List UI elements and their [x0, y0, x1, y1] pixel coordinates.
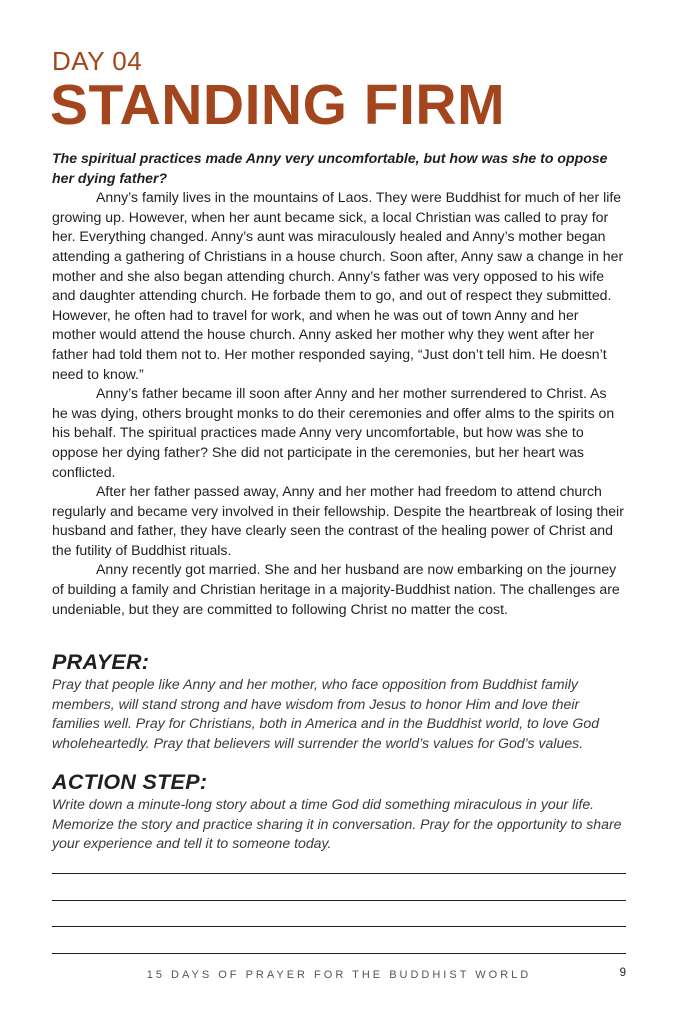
page-number: 9 [619, 967, 626, 979]
writing-line [52, 953, 626, 954]
story-paragraph-3: After her father passed away, Anny and her mother had freedom to attend church regularly and became very involved in their fellowship. Despite the heartbreak of losing their husband and father, they have clearly seen the contrast of the healing power of Christ and the futility of Buddhist rituals. [52, 483, 624, 558]
story-paragraph-2: Anny’s father became ill soon after Anny and her mother surrendered to Christ. As he was dying, others brought monks to do their ceremonies and offer alms to the spirits on his behalf. The spiritual practices made Anny very uncomfortable, but how was she to oppose her dying father? She did not participate in the ceremonies, but her heart was conflicted. [52, 385, 615, 480]
prayer-text: Pray that people like Anny and her mother, who face opposition from Buddhist family members, will stand strong and have wisdom from Jesus to honor Him and love their families well. Pray for Christians, both in America and in the Buddhist world, to love God wholeheartedly. Pray that believers will surrender the world’s values for God’s values. [52, 676, 600, 751]
running-footer: 15 DAYS OF PRAYER FOR THE BUDDHIST WORLD [146, 969, 532, 981]
writing-lines [52, 873, 626, 979]
day-label: DAY 04 [52, 46, 143, 76]
writing-line [52, 873, 626, 874]
prayer-section [52, 650, 626, 753]
story-body [52, 149, 626, 619]
prayer-heading: PRAYER: [52, 650, 150, 674]
action-step-heading: ACTION STEP: [52, 770, 208, 794]
writing-line [52, 926, 626, 927]
page-title: STANDING FIRM [50, 73, 506, 137]
action-step-section [52, 770, 626, 854]
lead-quote: The spiritual practices made Anny very uncomfortable, but how was she to oppose her dying father? [52, 150, 608, 186]
story-paragraph-4: Anny recently got married. She and her husband are now embarking on the journey of building a family and Christian heritage in a majority-Buddhist nation. The challenges are undeniable, but they are committed to following Christ no matter the cost. [52, 561, 620, 617]
story-paragraph-1: Anny’s family lives in the mountains of Laos. They were Buddhist for much of her life growing up. However, when her aunt became sick, a local Christian was called to pray for her. Everything changed. Anny’s aunt was miraculously healed and Anny’s mother began attending a gathering of Christians in a house church. Soon after, Anny saw a change in her mother and she also began attending church. Anny’s father was very opposed to his wife and daughter attending church. He forbade them to go, and out of respect they submitted. However, he often had to travel for work, and when he was out of town Anny and her mother would attend the house church. Anny asked her mother why they went after her father had told them not to. Her mother responded saying, “Just don’t tell him. He doesn’t need to know.” [52, 189, 624, 382]
action-step-text: Write down a minute-long story about a time God did something miraculous in your life. Memorize the story and practice sharing it in conversation. Pray for the opportunity to share your experience and tell it to someone today. [52, 796, 622, 852]
writing-line [52, 900, 626, 901]
